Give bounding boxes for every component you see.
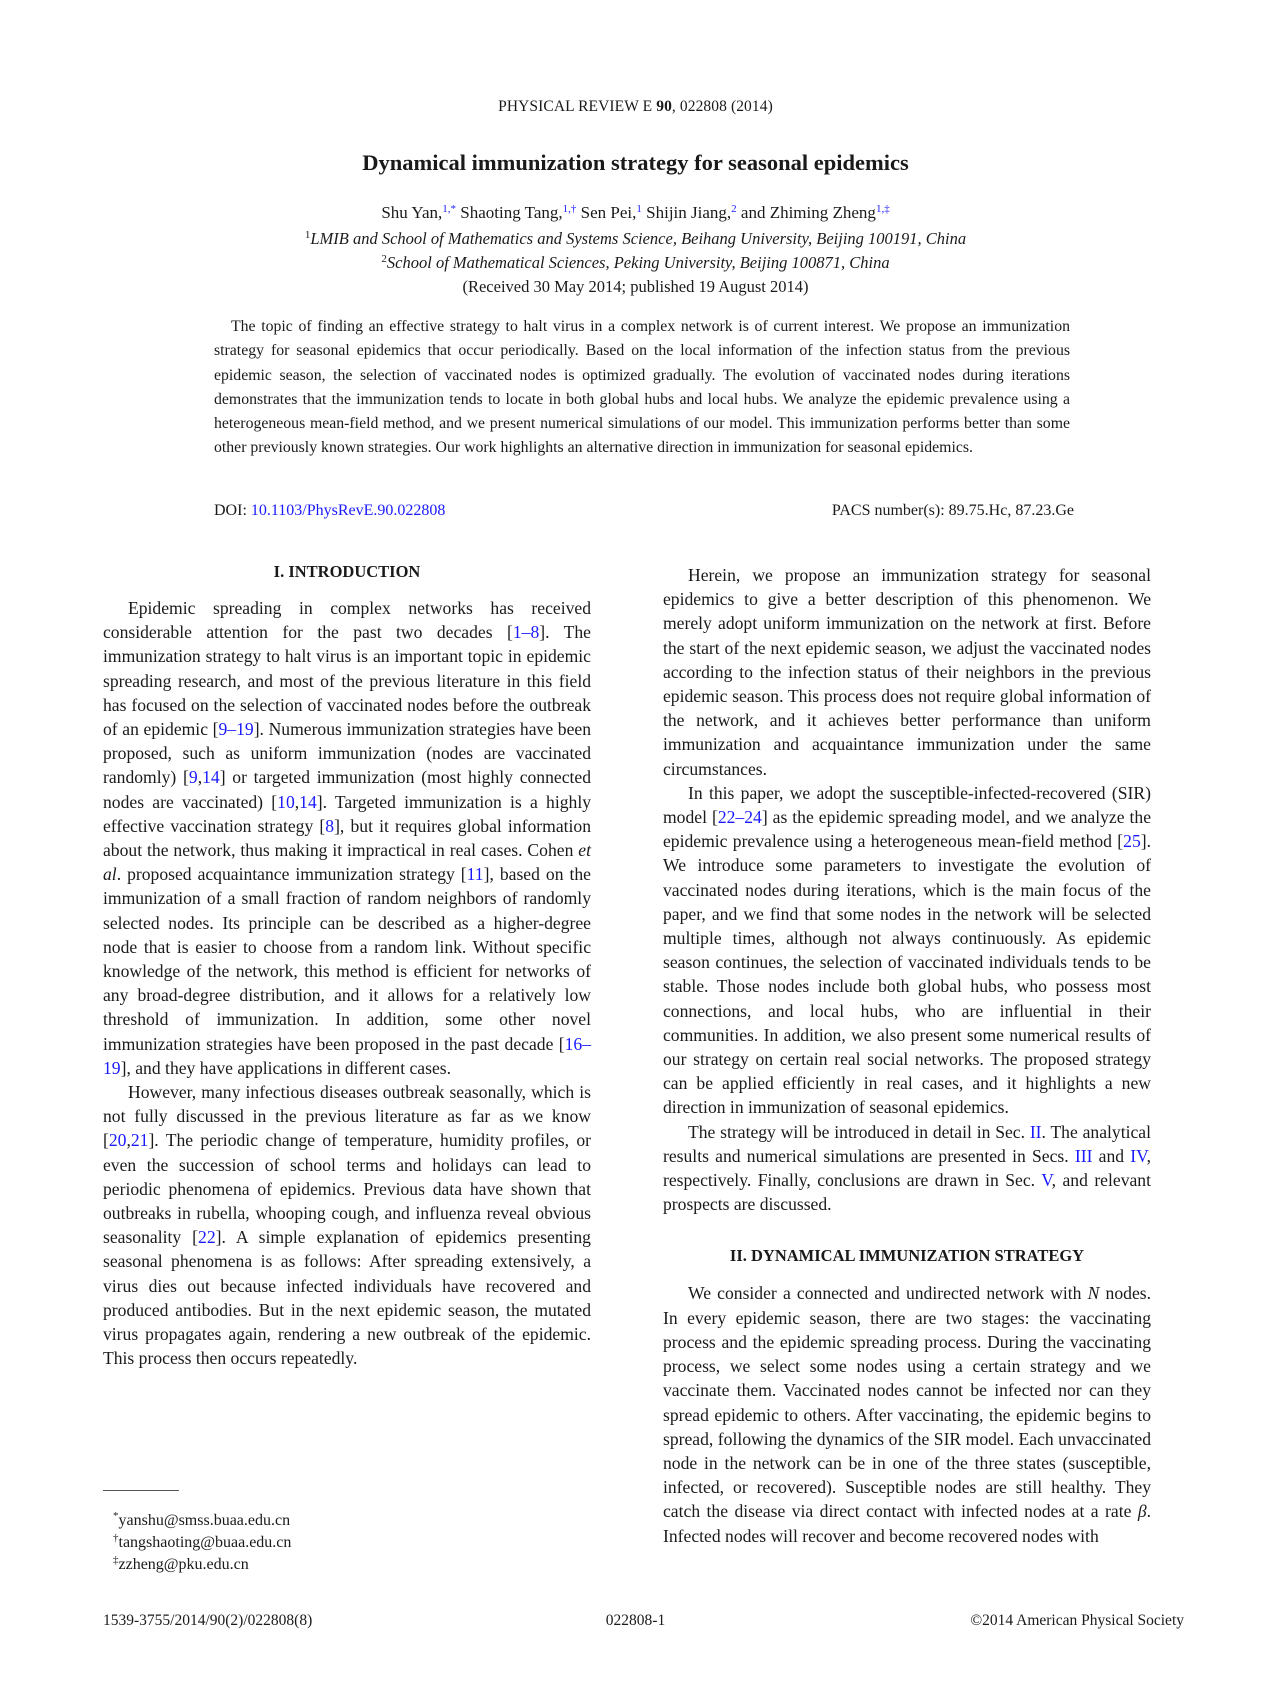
footnotes <box>113 1510 291 1576</box>
reference-link[interactable]: 22–24 <box>717 807 762 828</box>
text-run: Herein, we propose an immunization strategy for seasonal epidemics to give a better description of this phenomenon. We merely adopt uniform immunization on the network at first. Before the start of the next epidemic season, we adjust the vaccinated nodes according to the infection status of their neighbors in the previous epidemic season. This process does not require global information of the network, and it achieves better performance than uniform immunization and acquaintance immunization under the same circumstances. <box>663 565 1151 779</box>
reference-link[interactable]: 8 <box>325 815 335 836</box>
reference-link[interactable]: 25 <box>1123 831 1141 852</box>
text-run: nodes. In every epidemic season, there are two stages: the vaccinating process and the epidemic spreading process. During the vaccinating process, we select some nodes using a certain strategy and we vaccinate them. Vaccinated nodes cannot be infected nor can they spread epidemic to others. After vaccinating, the epidemic begins to spread, following the dynamics of the SIR model. Each unvaccinated node in the network can be in one of the three states (susceptible, infected, or recovered). Susceptible nodes are still healthy. They catch the disease via direct contact with infected nodes at a rate <box>663 1283 1152 1522</box>
footer-page-number: 022808-1 <box>605 1612 666 1629</box>
affiliation-text: LMIB and School of Mathematics and Systems Science, Beihang University, Beijing 100191, China <box>310 229 967 248</box>
doi-link[interactable]: 10.1103/PhysRevE.90.022808 <box>250 502 446 519</box>
paragraph <box>103 1080 591 1370</box>
text-run: ], based on the immunization of a small fraction of random neighbors of randomly selected nodes. Its principle can be described as a higher-degree node that is easier to choose from a random link. Without specific knowledge of the network, this method is efficient for networks of any broad-degree distribution, and it allows for a relatively low threshold of immunization. In addition, some other novel immunization strategies have been proposed in the past decade [ <box>103 864 591 1054</box>
italic-text: et al <box>103 840 591 885</box>
reference-link[interactable]: 20 <box>108 1130 127 1151</box>
reference-link[interactable]: 1–8 <box>512 622 540 643</box>
author <box>456 203 576 222</box>
footnote <box>113 1532 291 1554</box>
author <box>381 203 456 222</box>
footnote-symbol: ‡ <box>113 1554 119 1566</box>
text-run: ], but it requires global information about the network, thus making it impractical in real cases. Cohen <box>103 815 592 861</box>
author-name: Sen Pei, <box>576 203 637 222</box>
text-run: ]. A simple explanation of epidemics presenting seasonal phenomena is as follows: After spreading extensively, a virus dies out because infected individuals have recovered and produced antibodies. But in the next epidemic season, the mutated virus propagates again, rendering a new outbreak of the epidemic. This process then occurs repeatedly. <box>103 1227 591 1369</box>
doi <box>214 502 445 520</box>
italic-text: β <box>1137 1501 1147 1522</box>
author-name: Shu Yan, <box>381 203 443 222</box>
paragraph <box>663 1281 1151 1547</box>
text-run: , and relevant prospects are discussed. <box>663 1170 1151 1215</box>
footer-issn: 1539-3755/2014/90(2)/022808(8) <box>103 1612 313 1629</box>
author-name: Shaoting Tang, <box>456 203 563 222</box>
reference-link[interactable]: 14 <box>299 791 317 812</box>
journal-volume: 90 <box>656 98 672 115</box>
paragraph <box>103 596 591 1080</box>
text-run: ]. The immunization strategy to halt virus is an important topic in epidemic spreading research, and most of the previous literature in this field has focused on the selection of vaccinated nodes before the outbreak of an epidemic [ <box>103 622 591 740</box>
author <box>642 203 737 222</box>
author-affiliation-link[interactable]: 1,‡ <box>875 203 890 215</box>
author-list <box>0 203 1271 223</box>
journal-header <box>0 98 1271 116</box>
received-published-dates: (Received 30 May 2014; published 19 August 2014) <box>462 277 809 296</box>
abstract: The topic of finding an effective strategy to halt virus in a complex network is of current interest. We propose an immunization strategy for seasonal epidemics that occur periodically. Based on the local information of the infection status from the previous epidemic season, the selection of vaccinated nodes is optimized gradually. The evolution of vaccinated nodes during iterations demonstrates that the immunization tends to locate in both global hubs and local hubs. We analyze the epidemic prevalence using a heterogeneous mean-field method, and we present numerical simulations of our model. This immunization performs better than some other previously known strategies. Our work highlights an alternative direction in immunization for seasonal epidemics. <box>214 318 1070 457</box>
author-affiliation-link[interactable]: 1 <box>636 203 642 215</box>
text-run: Epidemic spreading in complex networks has received considerable attention for the past two decades [ <box>103 598 591 643</box>
text-run: and <box>1092 1145 1131 1166</box>
reference-link[interactable]: IV <box>1130 1145 1147 1166</box>
text-run: ]. Numerous immunization strategies have been proposed, such as uniform immunization (nodes are vaccinated randomly) [ <box>103 719 591 788</box>
author <box>576 203 641 222</box>
italic-text: N <box>1087 1283 1100 1304</box>
footnote-email[interactable]: zzheng@pku.edu.cn <box>118 1556 249 1573</box>
left-column <box>103 563 591 1371</box>
section-heading-strategy: II. DYNAMICAL IMMUNIZATION STRATEGY <box>729 1246 1085 1266</box>
footer-copyright: ©2014 American Physical Society <box>970 1612 1184 1629</box>
reference-link[interactable]: 11 <box>466 864 484 885</box>
text-run: In this paper, we adopt the susceptible-infected-recovered (SIR) model [ <box>663 782 1151 828</box>
journal-article-info: , 022808 (2014) <box>671 98 773 115</box>
text-run: The strategy will be introduced in detail in Sec. <box>688 1121 1030 1142</box>
footnote <box>113 1510 291 1532</box>
affiliation <box>0 229 1271 249</box>
text-run: , <box>126 1130 131 1151</box>
text-run: . proposed acquaintance immunization strategy [ <box>116 864 467 885</box>
paragraph <box>663 563 1151 781</box>
reference-link[interactable]: 10 <box>277 791 295 812</box>
text-run: ]. We introduce some parameters to investigate the evolution of vaccinated nodes during iterations, which is the main focus of the paper, and we find that some nodes in the network will be selected multiple times, although not always continuously. As epidemic season continues, the selection of vaccinated individuals tends to be stable. Those nodes include both global hubs, who possess most connections, and local hubs, who are influential in their communities. In addition, we also present some numerical results of our strategy on certain real social networks. The proposed strategy can be applied efficiently in real cases, and it highlights a new direction in immunization of seasonal epidemics. <box>663 831 1151 1118</box>
affiliation-number: 2 <box>381 253 387 265</box>
author-name: and Zhiming Zheng <box>736 203 876 222</box>
paper-title: Dynamical immunization strategy for seasonal epidemics <box>362 150 909 175</box>
footnote <box>113 1554 291 1576</box>
reference-link[interactable]: 21 <box>130 1130 149 1151</box>
text-run: , <box>197 767 203 788</box>
text-run: , respectively. Finally, conclusions are drawn in Sec. <box>663 1145 1151 1191</box>
doi-label: DOI: <box>214 502 251 519</box>
reference-link[interactable]: II <box>1029 1121 1042 1142</box>
footnote-email[interactable]: yanshu@smss.buaa.edu.cn <box>118 1512 291 1529</box>
reference-link[interactable]: 16–19 <box>103 1033 591 1078</box>
text-run: ], and they have applications in different cases. <box>120 1057 452 1078</box>
footnote-email[interactable]: tangshaoting@buaa.edu.cn <box>118 1534 292 1551</box>
pacs-numbers: PACS number(s): 89.75.Hc, 87.23.Ge <box>831 502 1074 519</box>
author-name: Shijin Jiang, <box>641 203 732 222</box>
reference-link[interactable]: 9 <box>188 767 198 788</box>
reference-link[interactable]: III <box>1074 1145 1093 1166</box>
affiliation <box>0 253 1271 273</box>
paragraph <box>663 781 1151 1120</box>
text-run: ]. Targeted immunization is a highly effective vaccination strategy [ <box>103 791 591 836</box>
section-heading-introduction: I. INTRODUCTION <box>273 562 421 581</box>
text-run: , <box>294 791 300 812</box>
right-column <box>663 563 1151 1548</box>
author <box>737 203 890 222</box>
paragraph <box>663 1120 1151 1217</box>
text-run: ]. The periodic change of temperature, humidity profiles, or even the succession of school terms and holidays can lead to periodic phenomena of epidemics. Previous data have shown that outbreaks in rubella, whooping cough, and influenza reveal obvious seasonality [ <box>103 1130 591 1248</box>
reference-link[interactable]: 14 <box>202 767 220 788</box>
affiliation-number: 1 <box>304 229 311 241</box>
reference-link[interactable]: 9–19 <box>218 719 254 740</box>
text-run: We consider a connected and undirected network with <box>688 1283 1088 1304</box>
text-run: . The analytical results and numerical simulations are presented in Secs. <box>663 1121 1151 1166</box>
journal-name: PHYSICAL REVIEW E <box>498 98 657 115</box>
reference-link[interactable]: V <box>1041 1170 1052 1191</box>
reference-link[interactable]: 22 <box>198 1227 216 1248</box>
text-run: ] or targeted immunization (most highly connected nodes are vaccinated) [ <box>103 767 592 812</box>
author-affiliation-link[interactable]: 2 <box>731 203 737 215</box>
text-run: However, many infectious diseases outbreak seasonally, which is not fully discussed in the previous literature as far as we know [ <box>103 1082 591 1151</box>
footnote-symbol: † <box>113 1532 119 1544</box>
affiliation-text: School of Mathematical Sciences, Peking University, Beijing 100871, China <box>386 253 890 272</box>
author-affiliation-link[interactable]: 1,* <box>442 203 457 215</box>
author-affiliation-link[interactable]: 1,† <box>562 203 577 215</box>
footnote-symbol: * <box>113 1510 119 1522</box>
footnote-divider <box>103 1490 179 1491</box>
text-run: ] as the epidemic spreading model, and we analyze the epidemic prevalence using a heterogeneous mean-field method [ <box>663 807 1152 852</box>
text-run: . Infected nodes will recover and become recovered nodes with <box>663 1501 1151 1546</box>
